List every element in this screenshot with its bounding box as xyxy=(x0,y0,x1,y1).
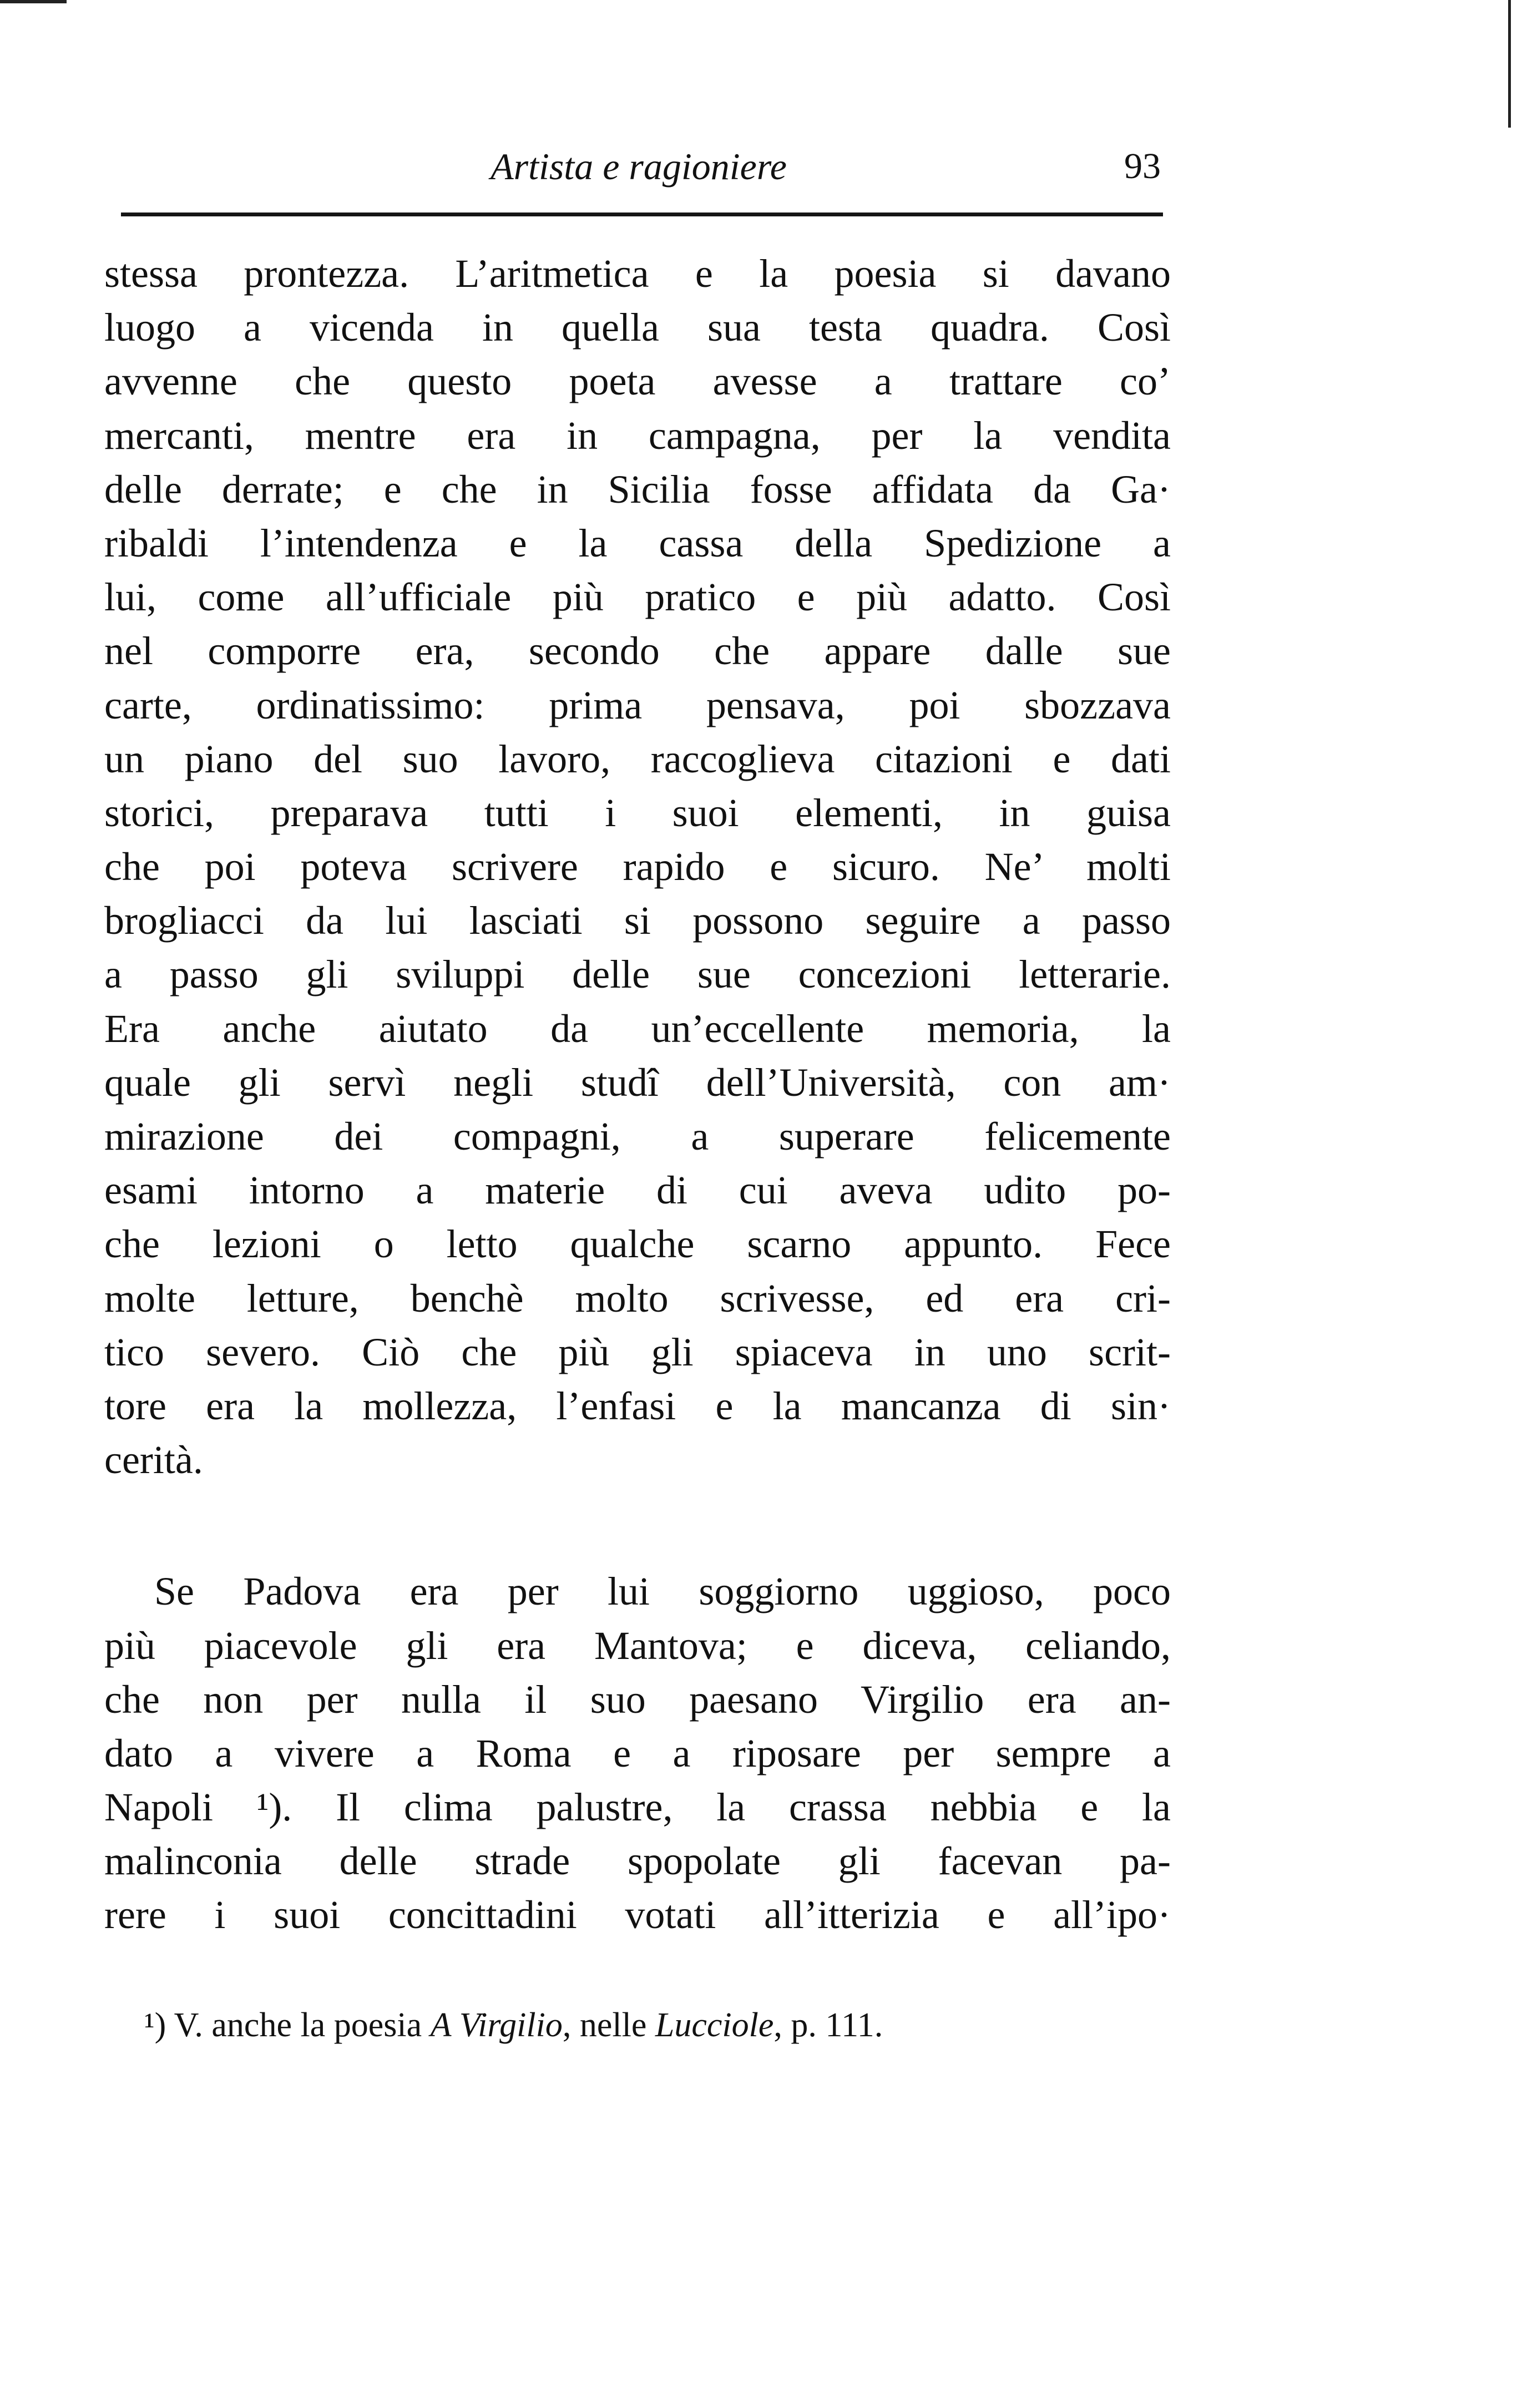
text-line: che poi poteva scrivere rapido e sicuro. Ne’ molti xyxy=(104,844,1171,889)
page-number: 93 xyxy=(1124,146,1161,186)
footnote-text: , nelle xyxy=(562,2006,647,2044)
text-line: lui, come all’ufficiale più pratico e più adatto. Così xyxy=(104,575,1171,620)
footnote xyxy=(144,2003,1165,2047)
paragraph-1 xyxy=(104,247,1171,1487)
footnote-title-poem: A Virgilio xyxy=(430,2006,563,2044)
text-line: tico severo. Ciò che più gli spiaceva in uno scrit- xyxy=(104,1329,1171,1374)
text-line: rere i suoi concittadini votati all’itterizia e all’ipo· xyxy=(104,1893,1171,1937)
text-line: cerità. xyxy=(104,1438,203,1483)
text-line: a passo gli sviluppi delle sue concezioni letterarie. xyxy=(104,952,1171,997)
text-line: un piano del suo lavoro, raccoglieva citazioni e dati xyxy=(104,736,1171,781)
text-line: che lezioni o letto qualche scarno appunto. Fece xyxy=(104,1222,1171,1267)
footnote-marker: ¹) xyxy=(144,2006,166,2044)
text-line: mercanti, mentre era in campagna, per la vendita xyxy=(104,413,1171,458)
paragraph-2 xyxy=(104,1565,1171,1942)
running-title: Artista e ragioniere xyxy=(491,145,787,188)
text-line: carte, ordinatissimo: prima pensava, poi sbozzava xyxy=(104,682,1171,727)
scan-edge-mark xyxy=(0,0,67,3)
footnote-text: , p. 111. xyxy=(773,2006,883,2044)
text-line: mirazione dei compagni, a superare felicemente xyxy=(104,1114,1171,1159)
text-line: delle derrate; e che in Sicilia fosse affidata da Ga· xyxy=(104,467,1171,512)
text-line: esami intorno a materie di cui aveva udito po- xyxy=(104,1168,1171,1213)
text-line: luogo a vicenda in quella sua testa quadra. Così xyxy=(104,305,1171,350)
text-line: storici, preparava tutti i suoi elementi, in guisa xyxy=(104,790,1171,835)
page-header xyxy=(109,139,1169,200)
body-text xyxy=(104,247,1171,1942)
text-line: Era anche aiutato da un’eccellente memoria, la xyxy=(104,1006,1171,1051)
text-line: avvenne che questo poeta avesse a trattare co’ xyxy=(104,359,1171,404)
text-line: Se Padova era per lui soggiorno uggioso, poco xyxy=(154,1569,1171,1614)
text-line: Napoli ¹). Il clima palustre, la crassa nebbia e la xyxy=(104,1785,1171,1830)
text-line: che non per nulla il suo paesano Virgilio era an- xyxy=(104,1677,1171,1722)
header-rule xyxy=(121,213,1163,216)
text-line: quale gli servì negli studî dell’Università, con am· xyxy=(104,1060,1171,1105)
text-line: brogliacci da lui lasciati si possono seguire a passo xyxy=(104,898,1171,943)
footnote-title-book: Lucciole xyxy=(655,2006,774,2044)
scan-edge-mark xyxy=(1508,0,1511,128)
text-line: molte letture, benchè molto scrivesse, ed era cri- xyxy=(104,1276,1171,1321)
footnote-text: V. anche la poesia xyxy=(174,2006,422,2044)
text-line: stessa prontezza. L’aritmetica e la poesia si davano xyxy=(104,251,1171,296)
text-line: malinconia delle strade spopolate gli facevan pa- xyxy=(104,1839,1171,1884)
text-line: nel comporre era, secondo che appare dalle sue xyxy=(104,629,1171,674)
paragraph-gap xyxy=(104,1487,1171,1565)
text-line: tore era la mollezza, l’enfasi e la mancanza di sin· xyxy=(104,1383,1171,1428)
text-line: ribaldi l’intendenza e la cassa della Spedizione a xyxy=(104,520,1171,565)
text-line: dato a vivere a Roma e a riposare per sempre a xyxy=(104,1731,1171,1775)
text-line: più piacevole gli era Mantova; e diceva, celiando, xyxy=(104,1623,1171,1668)
